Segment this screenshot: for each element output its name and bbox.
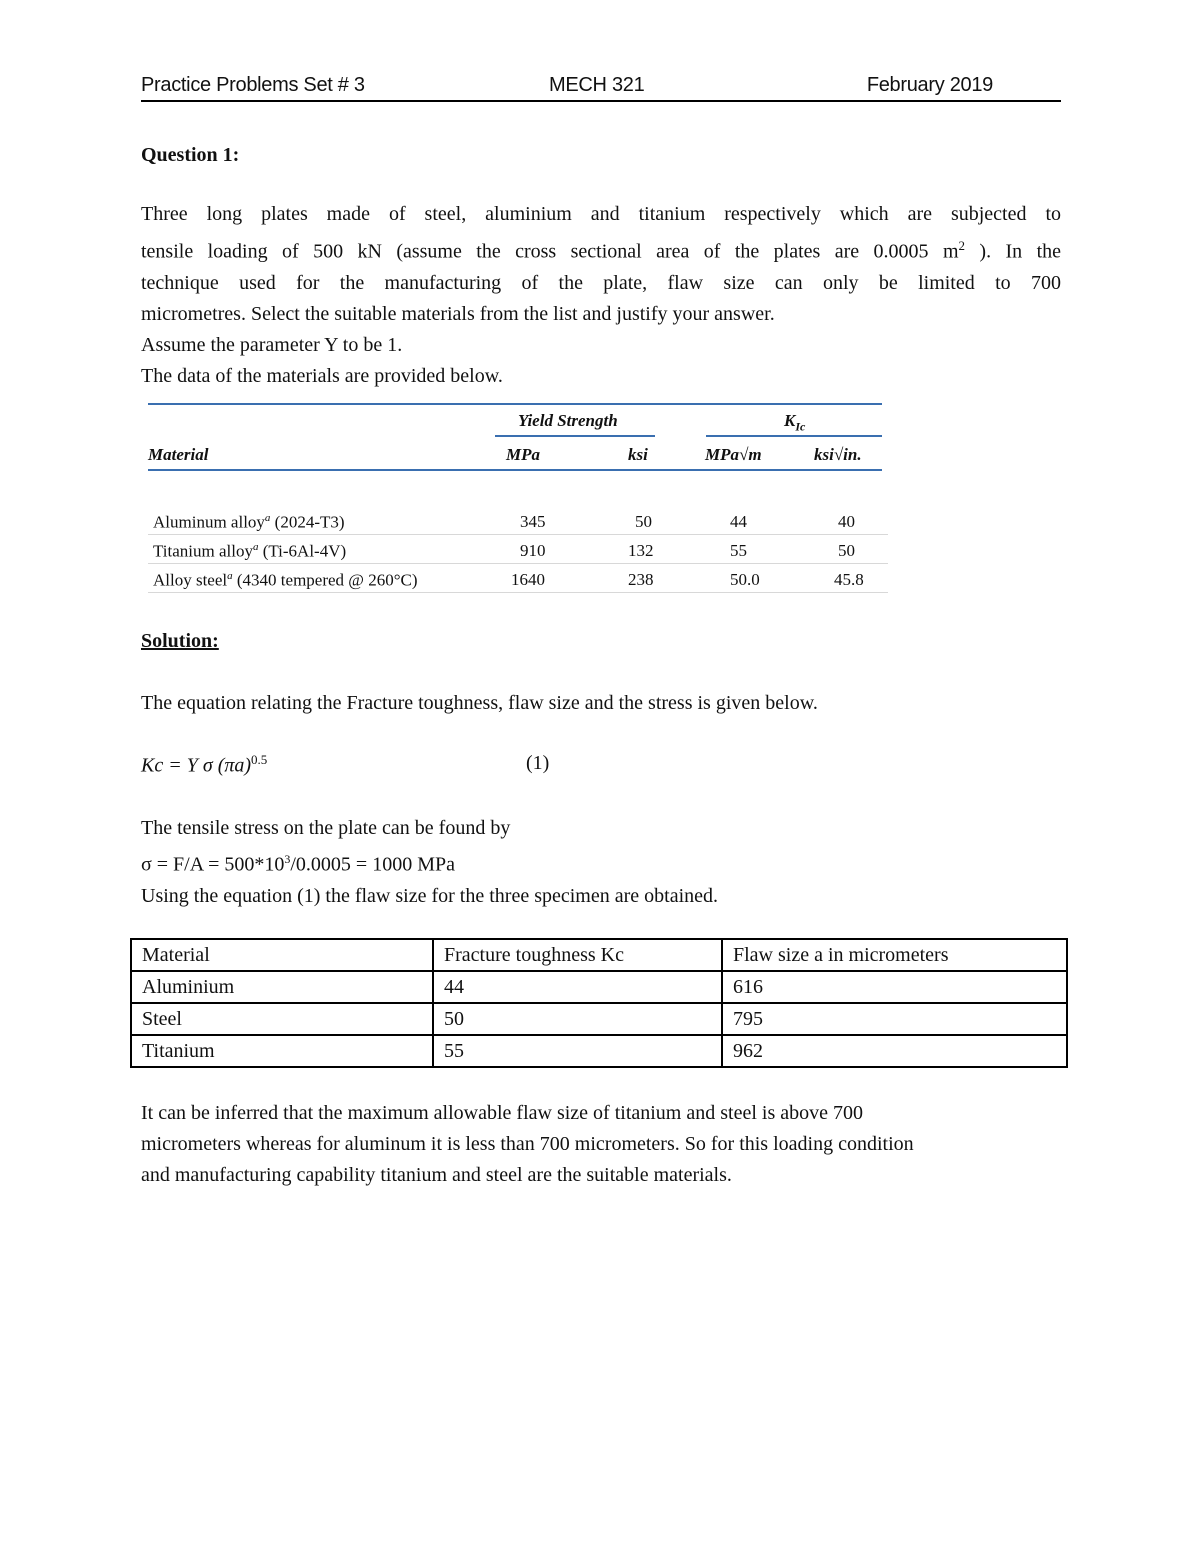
question-title: Question 1: <box>141 144 240 166</box>
stress-eq-a: σ = F/A = 500*10 <box>141 853 285 876</box>
header-cell: Fracture toughness Kc <box>433 939 722 971</box>
ys-ksi: 132 <box>628 541 654 560</box>
material-name-rest: (4340 tempered @ 260°C) <box>232 570 418 590</box>
kic-sub-rule <box>706 435 882 437</box>
material-name <box>153 541 346 562</box>
ys-mpa: 1640 <box>511 570 545 589</box>
table-row <box>131 1035 1067 1067</box>
col-ksi-root-in: ksi√in. <box>814 445 862 464</box>
material-name-rest: (Ti-6Al-4V) <box>258 541 347 561</box>
table-row <box>148 564 888 593</box>
equation-main: Kc = Y σ (πa) <box>141 754 252 777</box>
k-mpa: 50.0 <box>730 570 760 589</box>
yield-sub-rule <box>495 435 655 437</box>
equation-1 <box>141 752 267 778</box>
table-cell: 50 <box>433 1003 722 1035</box>
table-cell: 795 <box>722 1003 1067 1035</box>
equation-number: (1) <box>526 752 550 774</box>
col-ksi: ksi <box>628 445 648 464</box>
col-material: Material <box>148 445 209 464</box>
data-intro-text: The data of the materials are provided below. <box>141 364 503 387</box>
k-ksi: 45.8 <box>834 570 864 589</box>
solution-block <box>141 626 1061 719</box>
header-rule <box>141 100 1061 102</box>
group-yield-strength: Yield Strength <box>518 411 618 430</box>
table-row <box>131 971 1067 1003</box>
table-row <box>131 1003 1067 1035</box>
k-mpa: 55 <box>730 541 747 560</box>
conclusion-line-2: micrometers whereas for aluminum it is less than 700 micrometers. So for this loading condition <box>141 1133 914 1155</box>
ys-ksi: 50 <box>635 512 652 531</box>
kic-label: K <box>784 411 796 430</box>
material-name <box>153 570 418 591</box>
table-header-rule <box>148 469 882 471</box>
table-cell: Steel <box>131 1003 433 1035</box>
material-sup: a <box>252 541 259 553</box>
k-mpa: 44 <box>730 512 747 531</box>
header-cell: Material <box>131 939 433 971</box>
table-cell: 616 <box>722 971 1067 1003</box>
solution-intro: The equation relating the Fracture toughness, flaw size and the stress is given below. <box>141 692 818 714</box>
para-line-2-text: tensile loading of 500 kN (assume the cross sectional area of the plates are 0.0005 m <box>141 240 959 263</box>
col-mpa: MPa <box>506 445 540 464</box>
stress-block <box>141 813 1061 912</box>
material-name-rest: (2024-T3) <box>270 512 345 532</box>
stress-equation <box>141 844 1061 881</box>
k-ksi: 40 <box>838 512 855 531</box>
using-equation-text: Using the equation (1) the flaw size for the three specimen are obtained. <box>141 884 719 907</box>
para-line-4: micrometres. Select the suitable materials from the list and justify your answer. <box>141 302 775 325</box>
equation-sup: 0.5 <box>251 752 268 767</box>
para-line-2-tail: ). In the <box>965 240 1061 263</box>
kic-sub: Ic <box>795 419 806 434</box>
table-cell: 55 <box>433 1035 722 1067</box>
stress-eq-b: /0.0005 = 1000 MPa <box>290 853 455 876</box>
question-block <box>141 140 1061 392</box>
table-cell: 44 <box>433 971 722 1003</box>
material-name-text: Titanium alloy <box>153 541 253 561</box>
header-cell: Flaw size a in micrometers <box>722 939 1067 971</box>
material-name-text: Aluminum alloy <box>153 512 265 532</box>
table-cell: 962 <box>722 1035 1067 1067</box>
stress-eq-sup: 3 <box>284 852 291 866</box>
para-line-1: Three long plates made of steel, aluminium and titanium respectively which are subjected to <box>141 203 1061 225</box>
flaw-size-table <box>130 938 1068 1068</box>
table-row <box>148 506 888 535</box>
ys-mpa: 910 <box>520 541 546 560</box>
ys-mpa: 345 <box>520 512 546 531</box>
para-line-2 <box>141 230 1061 268</box>
table-header-row <box>131 939 1067 971</box>
table-cell: Titanium <box>131 1035 433 1067</box>
header-right: February 2019 <box>866 74 993 96</box>
solution-title: Solution: <box>141 630 219 652</box>
table-top-rule <box>148 403 882 405</box>
assume-text: Assume the parameter Y to be 1. <box>141 333 403 356</box>
question-paragraph <box>141 199 1061 330</box>
conclusion-line-1: It can be inferred that the maximum allowable flaw size of titanium and steel is above 700 <box>141 1102 863 1124</box>
para-line-2-sup: 2 <box>958 238 966 253</box>
header-left: Practice Problems Set # 3 <box>141 74 365 96</box>
conclusion-block <box>141 1098 1061 1191</box>
group-kic <box>784 411 805 434</box>
material-sup: a <box>227 570 233 582</box>
material-name-text: Alloy steel <box>153 570 228 590</box>
col-mpa-root-m: MPa√m <box>705 445 762 464</box>
table-cell: Aluminium <box>131 971 433 1003</box>
stress-intro: The tensile stress on the plate can be found by <box>141 817 511 839</box>
material-sup: a <box>264 512 271 524</box>
conclusion-line-3: and manufacturing capability titanium and steel are the suitable materials. <box>141 1164 732 1186</box>
para-line-3: technique used for the manufacturing of the plate, flaw size can only be limited to 700 <box>141 271 1061 294</box>
ys-ksi: 238 <box>628 570 654 589</box>
k-ksi: 50 <box>838 541 855 560</box>
header-center: MECH 321 <box>549 74 645 96</box>
table-row <box>148 535 888 564</box>
page-header <box>141 72 1061 102</box>
material-name <box>153 512 345 533</box>
row-separator <box>148 592 888 593</box>
